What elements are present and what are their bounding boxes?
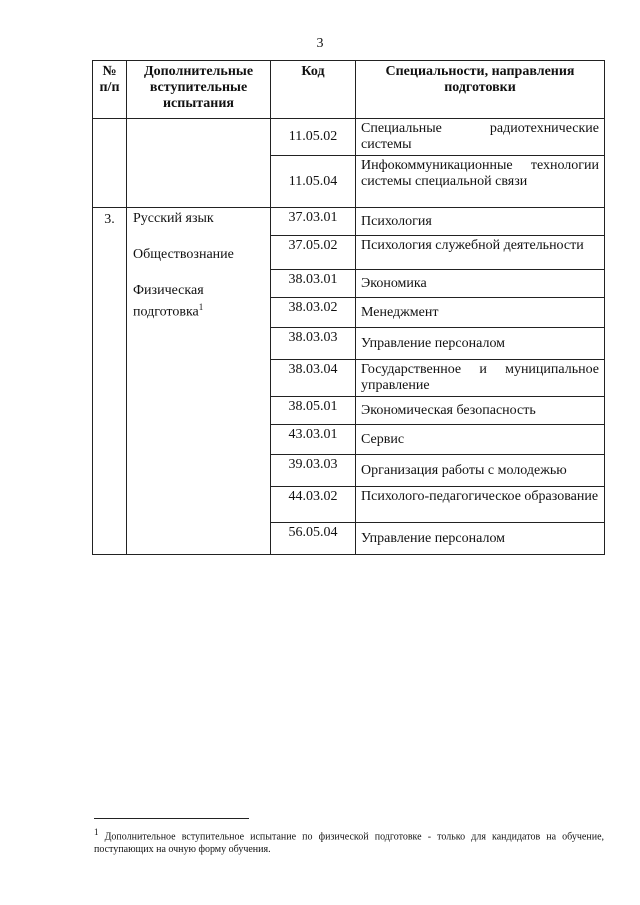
header-num: № п/п — [93, 61, 127, 119]
test-item-text: Физическая подготовка — [133, 283, 204, 320]
specialty-cell: Экономика — [356, 270, 605, 298]
entrance-tests-cell — [127, 208, 271, 555]
code-cell: 37.03.01 — [271, 208, 356, 236]
code-cell: 39.03.03 — [271, 455, 356, 487]
code-cell: 56.05.04 — [271, 523, 356, 555]
specialty-cell: Сервис — [356, 425, 605, 455]
test-item: Русский язык — [133, 211, 214, 226]
footnote-separator — [94, 818, 249, 819]
code-cell: 38.03.01 — [271, 270, 356, 298]
code-cell: 38.03.04 — [271, 360, 356, 397]
specialty-cell: Психология служебной деятельности — [356, 236, 605, 270]
test-item: Обществознание — [133, 247, 234, 262]
page-number: 3 — [316, 36, 324, 51]
row-number: 3. — [93, 208, 127, 555]
empty-tests-cell — [127, 119, 271, 208]
code-cell: 38.03.02 — [271, 298, 356, 328]
code-cell: 37.05.02 — [271, 236, 356, 270]
specialty-cell: Управление персоналом — [356, 523, 605, 555]
footnote — [94, 826, 604, 856]
specialty-cell: Управление персоналом — [356, 328, 605, 360]
footnote-mark: 1 — [94, 827, 99, 837]
specialty-cell: Экономическая безопасность — [356, 397, 605, 425]
code-cell: 44.03.02 — [271, 487, 356, 523]
specialty-cell: Менеджмент — [356, 298, 605, 328]
table-header-row — [93, 61, 605, 119]
admission-table — [92, 60, 605, 555]
specialty-cell: Психология — [356, 208, 605, 236]
code-cell: 38.05.01 — [271, 397, 356, 425]
header-tests: Дополнительные вступительные испытания — [127, 61, 271, 119]
specialty-cell: Инфокоммуникационные технологии системы специальной связи — [356, 156, 605, 208]
code-cell: 38.03.03 — [271, 328, 356, 360]
test-item-with-footnote — [133, 282, 264, 321]
specialty-cell: Специальные радиотехнические системы — [356, 119, 605, 156]
specialty-cell: Психолого-педагогическое образование — [356, 487, 605, 523]
code-cell: 43.03.01 — [271, 425, 356, 455]
header-specialties: Специальности, направления подготовки — [356, 61, 605, 119]
footnote-mark: 1 — [198, 302, 204, 312]
table-row — [93, 119, 605, 156]
footnote-text: Дополнительное вступительное испытание по физической подготовке - только для кандидатов на обучение, поступающих на очную форму обучения. — [94, 831, 605, 856]
header-code: Код — [271, 61, 356, 119]
specialty-cell: Организация работы с молодежью — [356, 455, 605, 487]
code-cell: 11.05.04 — [271, 156, 356, 208]
empty-num-cell — [93, 119, 127, 208]
specialty-cell: Государственное и муниципальное управление — [356, 360, 605, 397]
code-cell: 11.05.02 — [271, 119, 356, 156]
table-row — [93, 208, 605, 236]
